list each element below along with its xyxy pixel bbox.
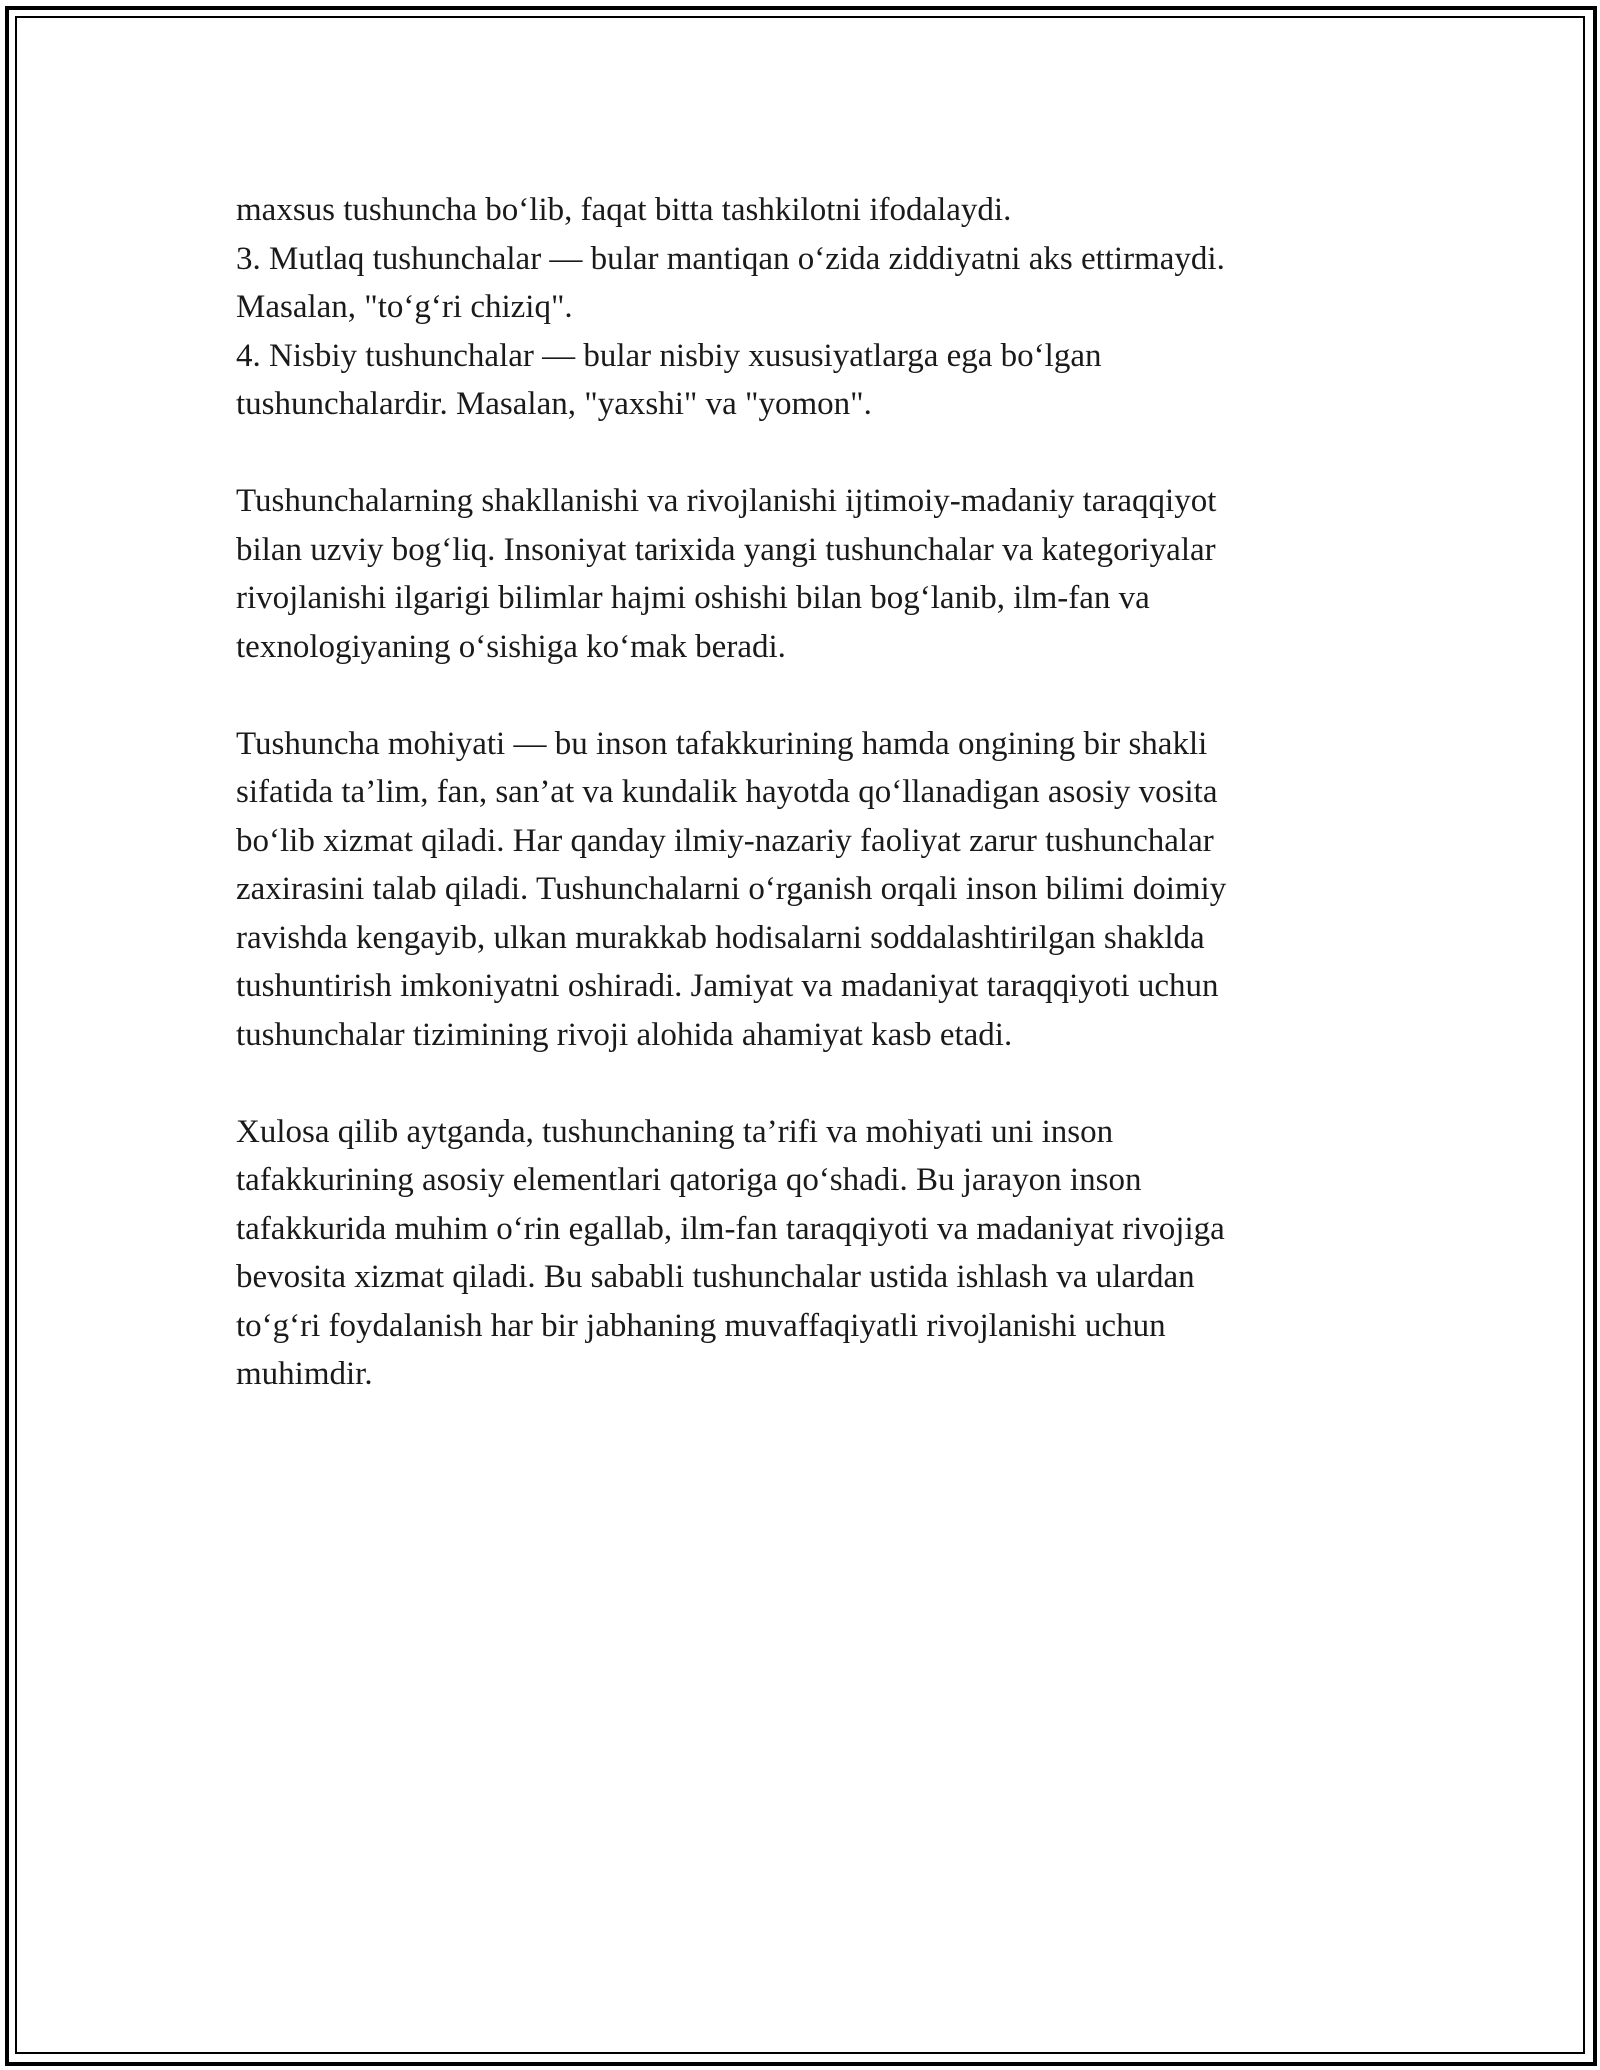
paragraph-conclusion	[236, 1108, 1356, 1399]
text-line: muhimdir.	[236, 1356, 373, 1392]
text-line: tafakkurining asosiy elementlari qatoriga qo‘shadi. Bu jarayon inson	[236, 1162, 1142, 1198]
text-line: bilan uzviy bog‘liq. Insoniyat tarixida yangi tushunchalar va kategoriyalar	[236, 531, 1216, 568]
text-line: to‘g‘ri foydalanish har bir jabhaning muvaffaqiyatli rivojlanishi uchun	[236, 1307, 1166, 1344]
paragraph-spacer	[236, 429, 1356, 478]
text-line: Xulosa qilib aytganda, tushunchaning ta’rifi va mohiyati uni inson	[236, 1113, 1114, 1150]
text-line: texnologiyaning o‘sishiga ko‘mak beradi.	[236, 628, 786, 665]
document-body	[236, 186, 1356, 1399]
text-line: ravishda kengayib, ulkan murakkab hodisalarni soddalashtirilgan shaklda	[236, 919, 1205, 956]
text-line: Tushuncha mohiyati — bu inson tafakkurining hamda ongining bir shakli	[236, 725, 1208, 762]
text-line: zaxirasini talab qiladi. Tushunchalarni o‘rganish orqali inson bilimi doimiy	[236, 871, 1227, 907]
text-line: bo‘lib xizmat qiladi. Har qanday ilmiy-nazariy faoliyat zarur tushunchalar	[236, 822, 1214, 859]
text-line: tushunchalardir. Masalan, "yaxshi" va "yomon".	[236, 386, 872, 422]
text-line: maxsus tushuncha bo‘lib, faqat bitta tashkilotni ifodalaydi.	[236, 192, 1012, 228]
text-line: 4. Nisbiy tushunchalar — bular nisbiy xususiyatlarga ega bo‘lgan	[236, 337, 1102, 374]
text-line: sifatida ta’lim, fan, san’at va kundalik hayotda qo‘llanadigan asosiy vosita	[236, 774, 1218, 810]
paragraph-spacer	[236, 1059, 1356, 1108]
text-line: tafakkurida muhim o‘rin egallab, ilm-fan taraqqiyoti va madaniyat rivojiga	[236, 1210, 1225, 1247]
text-line: Tushunchalarning shakllanishi va rivojlanishi ijtimoiy-madaniy taraqqiyot	[236, 483, 1217, 519]
text-line: tushunchalar tizimining rivoji alohida ahamiyat kasb etadi.	[236, 1016, 1013, 1053]
text-line: bevosita xizmat qiladi. Bu sababli tushunchalar ustida ishlash va ulardan	[236, 1259, 1195, 1295]
paragraph-essence	[236, 720, 1356, 1060]
paragraph-concept-types	[236, 186, 1356, 429]
text-line: rivojlanishi ilgarigi bilimlar hajmi oshishi bilan bog‘lanib, ilm-fan va	[236, 580, 1150, 616]
paragraph-spacer	[236, 671, 1356, 720]
text-line: Masalan, "to‘g‘ri chiziq".	[236, 289, 573, 325]
text-line: 3. Mutlaq tushunchalar — bular mantiqan o‘zida ziddiyatni aks ettirmaydi.	[236, 240, 1225, 277]
paragraph-formation	[236, 477, 1356, 671]
text-line: tushuntirish imkoniyatni oshiradi. Jamiyat va madaniyat taraqqiyoti uchun	[236, 968, 1219, 1004]
